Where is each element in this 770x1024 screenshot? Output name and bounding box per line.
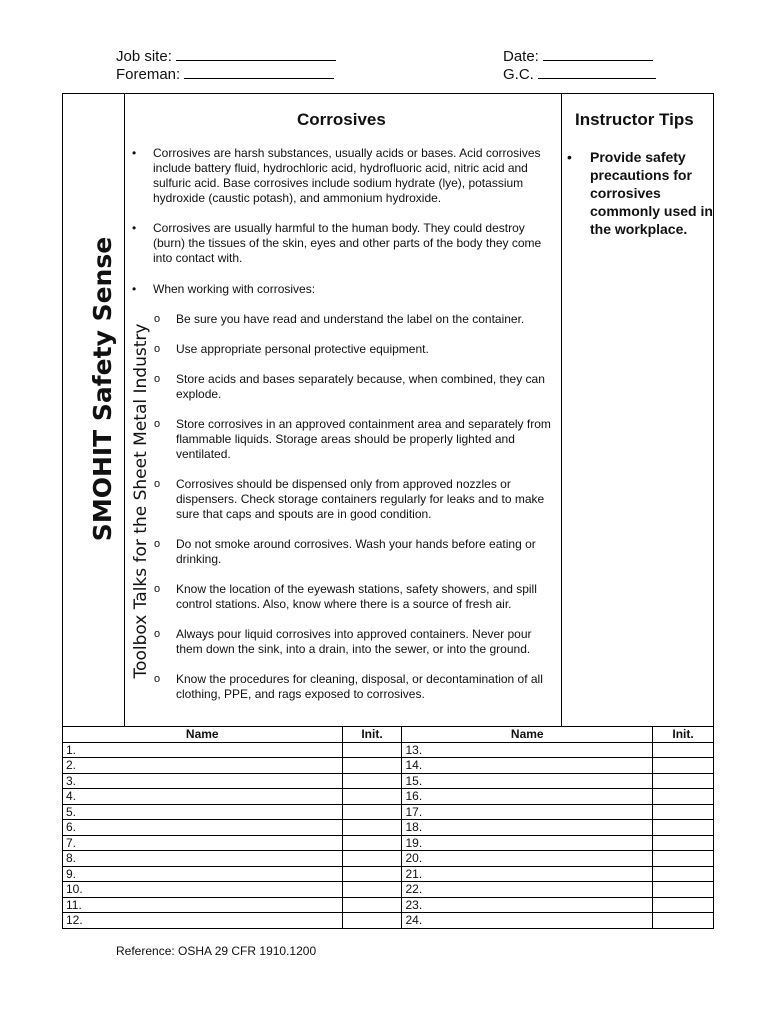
bullet-marker: • [132,146,137,160]
date-label: Date: [503,48,539,65]
gc-line[interactable] [538,65,656,79]
foreman-label: Foreman: [116,66,181,83]
sub-bullet-marker: o [154,628,161,640]
init-cell[interactable] [342,804,402,820]
table-row [63,820,714,836]
sub-list-item [132,342,554,357]
table-row [63,758,714,774]
gc-label: G.C. [503,66,534,83]
bullet-marker: • [567,149,572,165]
init-cell[interactable] [653,913,714,929]
name-cell[interactable]: 3. [63,773,343,789]
foreman-line[interactable] [184,65,334,79]
sub-bullet-marker: o [154,313,161,325]
name-cell[interactable]: 18. [402,820,653,836]
name-cell[interactable]: 6. [63,820,343,836]
list-item [132,282,554,297]
job-site-line[interactable] [176,47,336,61]
sidebar-title: SMOHIT Safety Sense [88,236,117,542]
tip-text: Provide safety precautions for corrosives commonly used in the workplace. [590,149,713,237]
tips-heading: Instructor Tips [575,110,694,129]
page-title: Corrosives [297,110,386,129]
list-item [132,221,554,266]
sub-list-item [132,672,554,702]
foreman-field [116,65,334,84]
name-cell[interactable]: 7. [63,835,343,851]
init-cell[interactable] [342,742,402,758]
init-cell[interactable] [653,804,714,820]
name-cell[interactable]: 12. [63,913,343,929]
init-column-header: Init. [653,727,714,743]
name-cell[interactable]: 14. [402,758,653,774]
name-cell[interactable]: 9. [63,866,343,882]
sign-in-table [62,726,714,929]
bullet-marker: • [132,221,137,235]
sub-list-item [132,627,554,657]
name-cell[interactable]: 8. [63,851,343,867]
list-item [132,146,554,206]
reference-note: Reference: OSHA 29 CFR 1910.1200 [116,944,317,958]
name-cell[interactable]: 20. [402,851,653,867]
table-row [63,851,714,867]
init-cell[interactable] [342,773,402,789]
sub-item-text: Be sure you have read and understand the label on the container. [176,312,525,326]
table-row [63,804,714,820]
name-cell[interactable]: 15. [402,773,653,789]
sub-item-text: Store corrosives in an approved containment area and separately from flammable liquids. Storage areas should be properly lighted and ventilated. [176,417,551,461]
bullet-marker: • [132,282,137,296]
table-row [63,882,714,898]
init-cell[interactable] [653,835,714,851]
table-row [63,835,714,851]
sub-list-item [132,582,554,612]
sub-item-text: Do not smoke around corrosives. Wash your hands before eating or drinking. [176,537,536,566]
table-row [63,897,714,913]
job-site-field [116,47,336,66]
init-cell[interactable] [653,742,714,758]
name-column-header: Name [63,727,343,743]
sidebar-subtitle: Toolbox Talks for the Sheet Metal Industry [131,323,151,679]
name-cell[interactable]: 2. [63,758,343,774]
sub-bullet-marker: o [154,538,161,550]
init-cell[interactable] [342,789,402,805]
init-cell[interactable] [342,851,402,867]
sub-list-item [132,372,554,402]
name-cell[interactable]: 22. [402,882,653,898]
name-cell[interactable]: 11. [63,897,343,913]
name-cell[interactable]: 21. [402,866,653,882]
name-cell[interactable]: 1. [63,742,343,758]
sub-item-text: Always pour liquid corrosives into approved containers. Never pour them down the sink, into a drain, into the sewer, or into the ground. [176,627,532,656]
bullet-text: Corrosives are usually harmful to the human body. They could destroy (burn) the tissues of the skin, eyes and other parts of the body they come into contact with. [153,221,542,265]
tips-divider [561,93,562,727]
sub-bullet-marker: o [154,673,161,685]
sub-bullet-marker: o [154,373,161,385]
init-cell[interactable] [342,820,402,836]
name-cell[interactable]: 5. [63,804,343,820]
sub-list-item [132,477,554,522]
sub-list-item [132,417,554,462]
name-cell[interactable]: 24. [402,913,653,929]
instructor-tips [567,148,713,238]
sub-list-item [132,312,554,327]
init-column-header: Init. [342,727,402,743]
sub-item-text: Store acids and bases separately because, when combined, they can explode. [176,372,545,401]
sub-item-text: Corrosives should be dispensed only from approved nozzles or dispensers. Check storage containers regularly for leaks and to make sure that caps and spouts are in good condition. [176,477,545,521]
sub-bullet-marker: o [154,478,161,490]
date-line[interactable] [543,47,653,61]
init-cell[interactable] [342,897,402,913]
table-row [63,913,714,929]
init-cell[interactable] [653,789,714,805]
init-cell[interactable] [653,882,714,898]
main-content [132,146,554,702]
table-row [63,866,714,882]
bullet-text: When working with corrosives: [153,282,316,296]
init-cell[interactable] [342,913,402,929]
init-cell[interactable] [653,897,714,913]
table-row [63,789,714,805]
name-cell[interactable]: 16. [402,789,653,805]
sub-item-text: Know the procedures for cleaning, disposal, or decontamination of all clothing, PPE, and rags exposed to corrosives. [176,672,543,701]
init-cell[interactable] [342,866,402,882]
table-row [63,773,714,789]
name-column-header: Name [402,727,653,743]
name-cell[interactable]: 23. [402,897,653,913]
init-cell[interactable] [342,882,402,898]
init-cell[interactable] [653,758,714,774]
sidebar-column [62,93,151,727]
sub-item-text: Use appropriate personal protective equipment. [176,342,429,356]
name-cell[interactable]: 17. [402,804,653,820]
init-cell[interactable] [342,835,402,851]
name-cell[interactable]: 4. [63,789,343,805]
sub-list-item [132,537,554,567]
name-cell[interactable]: 10. [63,882,343,898]
init-cell[interactable] [653,820,714,836]
name-cell[interactable]: 13. [402,742,653,758]
gc-field [503,65,656,84]
name-cell[interactable]: 19. [402,835,653,851]
init-cell[interactable] [653,851,714,867]
tip-item [567,148,713,238]
date-field [503,47,653,66]
sub-bullet-marker: o [154,343,161,355]
init-cell[interactable] [653,773,714,789]
job-site-label: Job site: [116,48,172,65]
sub-bullet-marker: o [154,418,161,430]
bullet-text: Corrosives are harsh substances, usually acids or bases. Acid corrosives include battery fluid, hydrochloric acid, hydrofluoric acid, nitric acid and sulfuric acid. Base corrosives include sodium hydrate (lye), potassium hydroxide (caustic potash), and ammonium hydroxide. [153,146,541,205]
sub-item-text: Know the location of the eyewash stations, safety showers, and spill control stations. Also, know where there is a source of fresh air. [176,582,537,611]
init-cell[interactable] [342,758,402,774]
table-row [63,742,714,758]
sub-bullet-marker: o [154,583,161,595]
init-cell[interactable] [653,866,714,882]
table-header-row [63,727,714,743]
